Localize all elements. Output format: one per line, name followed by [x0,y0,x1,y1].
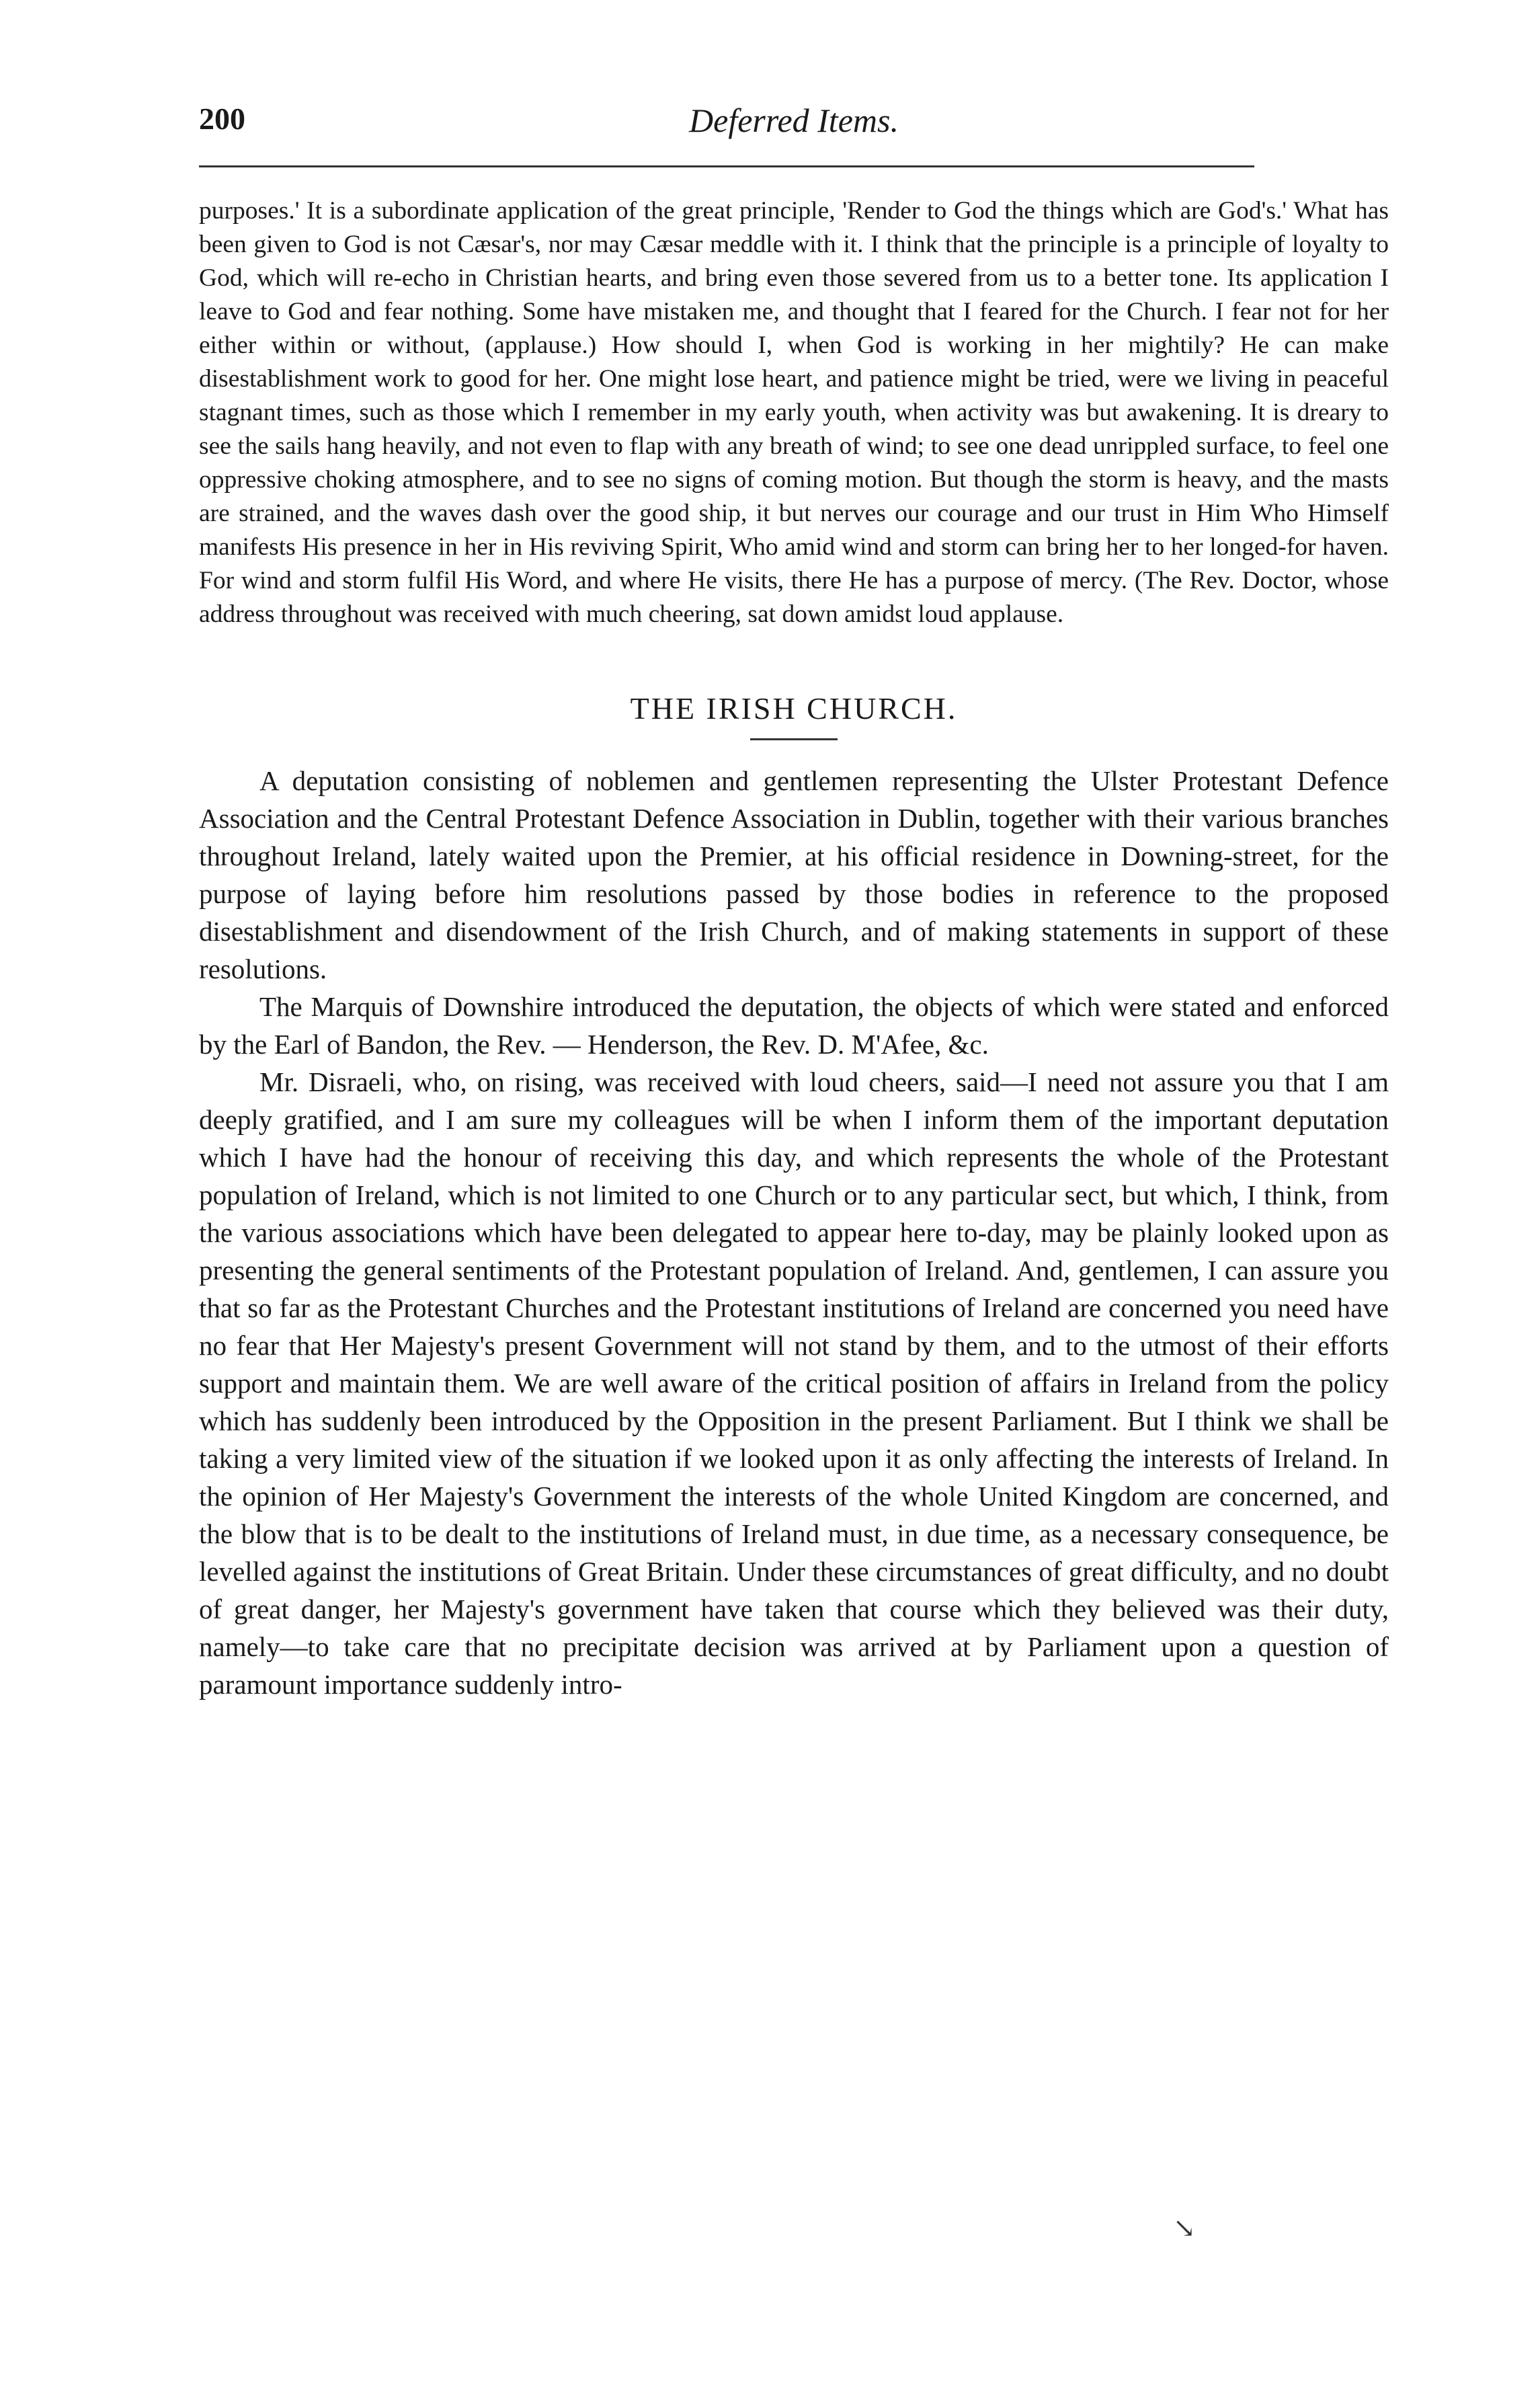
running-head [199,101,1389,161]
header-rule [199,165,1254,167]
running-title: Deferred Items. [689,102,899,139]
page-number: 200 [199,102,245,136]
page [199,101,1389,1703]
continued-paragraph: purposes.' It is a subordinate application of the great principle, 'Render to God the things which are God's.' What has been given to God is not Cæsar's, nor may Cæsar meddle with it. I think that the principle is a principle of loyalty to God, which will re-echo in Christian hearts, and bring even those severed from us to a better tone. Its application I leave to God and fear nothing. Some have mistaken me, and thought that I feared for the Church. I fear not for her either within or without, (applause.) How should I, when God is working in her mightily? He can make disestablishment work to good for her. One might lose heart, and patience might be tried, were we living in peaceful stagnant times, such as those which I remember in my early youth, when activity was but awakening. It is dreary to see the sails hang heavily, and not even to flap with any breath of wind; to see one dead unrippled surface, to feel one oppressive choking atmosphere, and to see no signs of coming motion. But though the storm is heavy, and the masts are strained, and the waves dash over the good ship, it but nerves our courage and our trust in Him Who Himself manifests His presence in her in His reviving Spirit, Who amid wind and storm can bring her to her longed-for haven. For wind and storm fulfil His Word, and where He visits, there He has a purpose of mercy. (The Rev. Doctor, whose address throughout was received with much cheering, sat down amidst loud applause. [199,197,1389,628]
paragraph-deputation: A deputation consisting of noblemen and gentlemen representing the Ulster Protestant Defence Association and the Central Protestant Defence Association in Dublin, together with their various branches throughout Ireland, lately waited upon the Premier, at his official residence in Downing-street, for the purpose of laying before him resolutions passed by those bodies in reference to the proposed disestablishment and disendowment of the Irish Church, and of making statements in support of these resolutions. [199,765,1389,984]
title-rule [750,738,838,740]
paragraph-marquis: The Marquis of Downshire introduced the deputation, the objects of which were stated and enforced by the Earl of Bandon, the Rev. — Henderson, the Rev. D. M'Afee, &c. [199,991,1389,1060]
paragraph-disraeli: Mr. Disraeli, who, on rising, was received with loud cheers, said—I need not assure you that I am deeply gratified, and I am sure my colleagues will be when I inform them of the important deputation which I have had the honour of receiving this day, and which represents the whole of the Protestant population of Ireland, which is not limited to one Church or to any particular sect, but which, I think, from the various associations which have been delegated to appear here to-day, may be plainly looked upon as presenting the general sentiments of the Protestant population of Ireland. And, gentlemen, I can assure you that so far as the Protestant Churches and the Protestant institutions of Ireland are concerned you need have no fear that Her Majesty's present Government will not stand by them, and to the utmost of their efforts support and maintain them. We are well aware of the critical position of affairs in Ireland from the policy which has suddenly been introduced by the Opposition in the present Parliament. But I think we shall be taking a very limited view of the situation if we looked upon it as only affecting the interests of Ireland. In the opinion of Her Majesty's Government the interests of the whole United Kingdom are concerned, and the blow that is to be dealt to the institutions of Ireland must, in due time, as a necessary consequence, be levelled against the institutions of Great Britain. Under these circumstances of great difficulty, and no doubt of great danger, her Majesty's government have taken that course which they believed was their duty, namely—to take care that no precipitate decision was arrived at by Parliament upon a question of paramount importance suddenly intro- [199,1066,1389,1700]
section-title: THE IRISH CHURCH. [630,691,958,726]
marginal-mark: ↘ [1173,2213,1196,2243]
continued-address [199,194,1389,631]
section-body [199,762,1389,1703]
